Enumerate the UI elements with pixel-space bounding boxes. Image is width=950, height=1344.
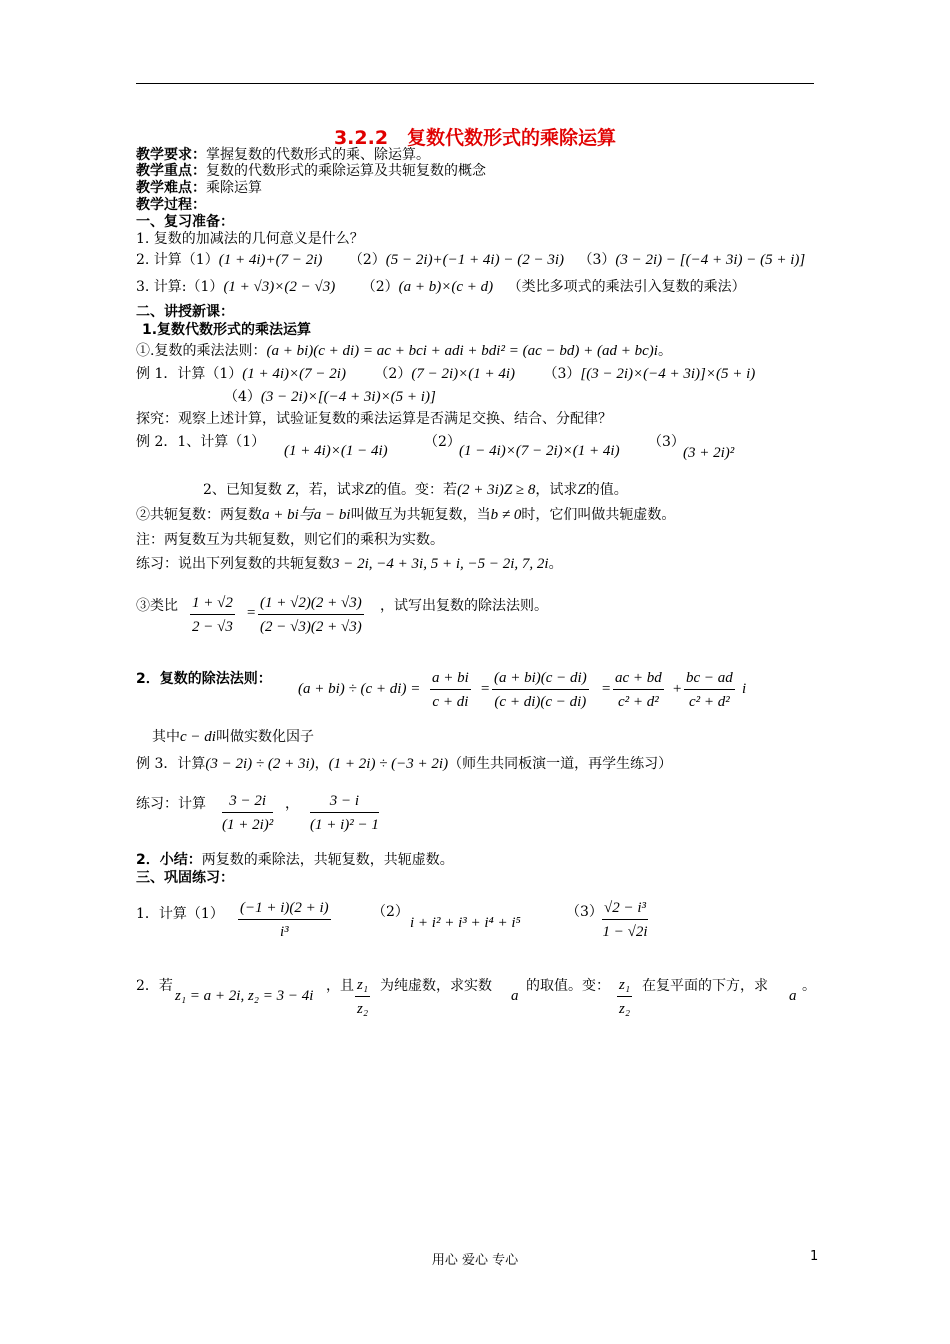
exercise-2-and: ，且 xyxy=(326,978,354,994)
page-number: 1 xyxy=(810,1249,819,1264)
exercise-2-variable-a: a xyxy=(511,988,519,1004)
teaching-difficulty: 教学难点：乘除运算 xyxy=(136,180,262,196)
page-title: 3.2.2 复数代数形式的乘除运算 xyxy=(333,127,617,149)
division-rule-lhs: (a + bi) ÷ (c + di) = xyxy=(298,681,421,697)
example-2-label: 例 2．1、计算（1） xyxy=(136,434,266,450)
division-practice-label: 练习：计算 xyxy=(136,796,206,812)
division-practice-comma: ， xyxy=(285,796,299,812)
review-question-3: 3. 计算:（1）(1 + √3)×(2 − √3) （2）(a + b)×(c + d) （类比多项式的乘法引入复数的乘法） xyxy=(136,279,746,295)
example-2-part-2: (1 − 4i)×(7 − 2i)×(1 + 4i) xyxy=(459,443,620,459)
exercise-1-fraction-1: $\frac{(-1 + i)(2 + i)}{\text{i³}}$ xyxy=(240,900,329,940)
exercise-2-fraction-1: $\frac{\text{z₁}}{\text{z₂}}$ xyxy=(357,977,369,1017)
example-1-part-4: （4）(3 − 2i)×[(−4 + 3i)×(5 + i)] xyxy=(224,389,436,405)
section-review-heading: 一、复习准备： xyxy=(136,214,234,230)
exercise-1-part-3-label: （3） xyxy=(566,904,603,920)
example-3: 例 3．计算(3 − 2i) ÷ (2 + 3i)，(1 + 2i) ÷ (−3 + 2i)（师生共同板演一道，再学生练习） xyxy=(136,756,673,772)
teaching-process: 教学过程： xyxy=(136,197,206,213)
example-2-part-1: (1 + 4i)×(1 − 4i) xyxy=(284,443,388,459)
exercise-2-condition: 为纯虚数，求实数 xyxy=(380,978,492,994)
review-question-2: 2. 计算（1）(1 + 4i)+(7 − 2i) （2）(5 − 2i)+(−1 + 4i) − (2 − 3i) （3）(3 − 2i) − [(−4 + 3i) − (5 + i)] xyxy=(136,252,806,268)
exercise-1-part-2-label: （2） xyxy=(372,904,409,920)
analogy-fraction-2: $\frac{(1 + √2)(2 + √3)}{(2 - √3)(2 + √3)}$ xyxy=(260,595,362,635)
division-fraction-1: $\frac{a + bi}{c + di}$ xyxy=(432,670,469,710)
teaching-key-points: 教学重点：复数的代数形式的乘除运算及共轭复数的概念 xyxy=(136,163,486,179)
division-practice-fraction-1: $\frac{3 - 2i}{\text{(1 + 2i)²}}$ xyxy=(222,793,274,833)
summary: 2．小结：两复数的乘除法，共轭复数，共轭虚数。 xyxy=(136,852,454,868)
division-fraction-4: $\frac{bc - ad}{\text{c² + d²}}$ xyxy=(686,670,733,710)
multiplication-rule: ①.复数的乘法法则：(a + bi)(c + di) = ac + bci + adi + bdi² = (ac − bd) + (ad + bc)i。 xyxy=(136,343,672,359)
division-equals-3: = xyxy=(601,681,612,697)
exercise-1-part-2: i + i² + i³ + i⁴ + i⁵ xyxy=(410,915,521,931)
exercise-2-variable-a-2: a xyxy=(789,988,797,1004)
conjugate-note: 注：两复数互为共轭复数，则它们的乘积为实数。 xyxy=(136,532,444,548)
example-2-question-2: 2、已知复数 Z，若，试求Z的值。变：若(2 + 3i)Z ≥ 8，试求Z的值。 xyxy=(203,482,628,498)
division-rule-label: 2．复数的除法法则： xyxy=(136,671,272,687)
review-question-1: 1. 复数的加减法的几何意义是什么？ xyxy=(136,231,364,247)
section-consolidation-heading: 三、巩固练习： xyxy=(136,870,234,886)
conjugate-practice: 练习：说出下列复数的共轭复数3 − 2i, −4 + 3i, 5 + i, −5 − 2i, 7, 2i。 xyxy=(136,556,563,572)
exercise-2-fraction-2: $\frac{\text{z₁}}{\text{z₂}}$ xyxy=(619,977,631,1017)
exercise-1-fraction-3: $\frac{\text{√2 − i³}}{1 - √2i}$ xyxy=(602,900,648,940)
division-plus: + xyxy=(672,681,683,697)
example-2-part-3-label: （3） xyxy=(648,434,685,450)
example-2-part-3: (3 + 2i)² xyxy=(683,445,735,461)
section-new-lesson-heading: 二、讲授新课： xyxy=(136,304,234,320)
multiplication-subheading: 1.复数代数形式的乘法运算 xyxy=(142,322,312,338)
division-fraction-2: $\frac{(a + bi)(c - di)}{(c + di)(c - di)}$ xyxy=(494,670,587,710)
division-equals-2: = xyxy=(480,681,491,697)
conjugate-definition: ②共轭复数：两复数a + bi与a − bi叫做互为共轭复数，当b ≠ 0时，它们叫做共轭虚数。 xyxy=(136,507,676,523)
analogy-equals: = xyxy=(246,605,257,621)
exercise-2-label: 2．若 xyxy=(136,978,173,994)
exercise-2-period: 。 xyxy=(802,978,816,994)
analogy-instruction: ，试写出复数的除法法则。 xyxy=(380,598,548,614)
exercise-1-label: 1．计算（1） xyxy=(136,906,224,922)
header-rule xyxy=(136,83,814,84)
example-1: 例 1．计算（1）(1 + 4i)×(7 − 2i) （2）(7 − 2i)×(1 + 4i) （3）[(3 − 2i)×(−4 + 3i)]×(5 + i) xyxy=(136,366,756,382)
real-factor-note: 其中c − di叫做实数化因子 xyxy=(152,729,314,745)
example-2-part-2-label: （2） xyxy=(424,434,461,450)
exploration-question: 探究：观察上述计算，试验证复数的乘法运算是否满足交换、结合、分配律？ xyxy=(136,411,612,427)
teaching-requirement: 教学要求：掌握复数的代数形式的乘、除运算。 xyxy=(136,147,430,163)
exercise-2-variant: 的取值。变： xyxy=(526,978,610,994)
division-i: i xyxy=(742,681,747,697)
analogy-label: ③类比 xyxy=(136,598,178,614)
division-fraction-3: $\frac{ac + bd}{\text{c² + d²}}$ xyxy=(615,670,662,710)
division-practice-fraction-2: $\frac{3 - i}{\text{(1 + i)² − 1}}$ xyxy=(310,793,379,833)
exercise-2-given: z₁ = a + 2i, z₂ = 3 − 4i xyxy=(175,988,314,1004)
page-footer: 用心 爱心 专心 xyxy=(431,1253,519,1268)
exercise-2-variant-condition: 在复平面的下方，求 xyxy=(642,978,768,994)
analogy-fraction-1: $\frac{1 + √2}{2 - √3}$ xyxy=(192,595,233,635)
